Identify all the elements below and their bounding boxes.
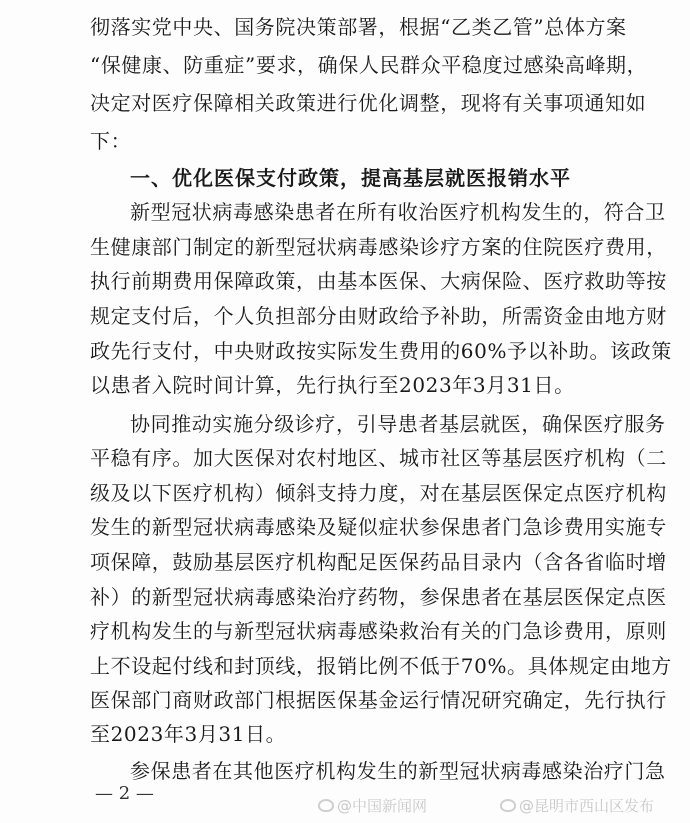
para3-line: 参保患者在其他医疗机构发生的新型冠状病毒感染治疗门急 — [130, 759, 666, 783]
weibo-icon — [500, 799, 516, 812]
para1-line: 新型冠状病毒感染患者在所有收治医疗机构发生的，符合卫 — [130, 200, 666, 224]
body-line: 彻落实党中央、国务院决策部署，根据“乙类乙管”总体方案 — [90, 15, 627, 39]
para2-line: 平稳有序。加大医保对农村地区、城市社区等基层医疗机构（二 — [90, 446, 667, 470]
para1-line: 以患者入院时间计算，先行执行至2023年3月31日。 — [90, 373, 575, 397]
para2-line: 发生的新型冠状病毒感染及疑似症状参保患者门急诊费用实施专 — [90, 515, 667, 539]
watermark-left-text: @中国新闻网 — [337, 797, 428, 815]
para1-line: 政先行支付，中央财政按实际发生费用的60%予以补助。该政策 — [90, 339, 672, 363]
para2-line: 医保部门商财政部门根据医保基金运行情况研究确定，先行执行 — [90, 688, 667, 712]
para2-line: 项保障，鼓励基层医疗机构配足医保药品目录内（含各省临时增 — [90, 550, 667, 574]
weibo-icon — [318, 799, 334, 812]
para2-line: 至2023年3月31日。 — [90, 722, 287, 746]
body-line: 下： — [90, 129, 132, 153]
para2-line: 补）的新型冠状病毒感染治疗药物，参保患者在基层医保定点医 — [90, 585, 667, 609]
watermark-left — [318, 795, 427, 816]
page-number: — 2 — — [95, 783, 154, 804]
watermark-right-text: @昆明市西山区发布 — [519, 797, 655, 815]
watermark-right — [500, 795, 654, 816]
para2-line: 级及以下医疗机构）倾斜支持力度，对在基层医保定点医疗机构 — [90, 481, 667, 505]
para2-line: 协同推动实施分级诊疗，引导患者基层就医，确保医疗服务 — [130, 412, 666, 436]
para2-line: 疗机构发生的与新型冠状病毒感染救治有关的门急诊费用，原则 — [90, 619, 667, 643]
section-heading: 一、优化医保支付政策，提高基层就医报销水平 — [130, 166, 571, 190]
body-line: “保健康、防重症”要求，确保人民群众平稳度过感染高峰期， — [90, 53, 648, 77]
para2-line: 上不设起付线和封顶线，报销比例不低于70%。具体规定由地方 — [90, 654, 672, 678]
body-line: 决定对医疗保障相关政策进行优化调整，现将有关事项通知如 — [90, 91, 647, 115]
para1-line: 生健康部门制定的新型冠状病毒感染诊疗方案的住院医疗费用， — [90, 235, 667, 259]
para1-line: 执行前期费用保障政策，由基本医保、大病保险、医疗救助等按 — [90, 269, 667, 293]
para1-line: 规定支付后，个人负担部分由财政给予补助，所需资金由地方财 — [90, 304, 667, 328]
